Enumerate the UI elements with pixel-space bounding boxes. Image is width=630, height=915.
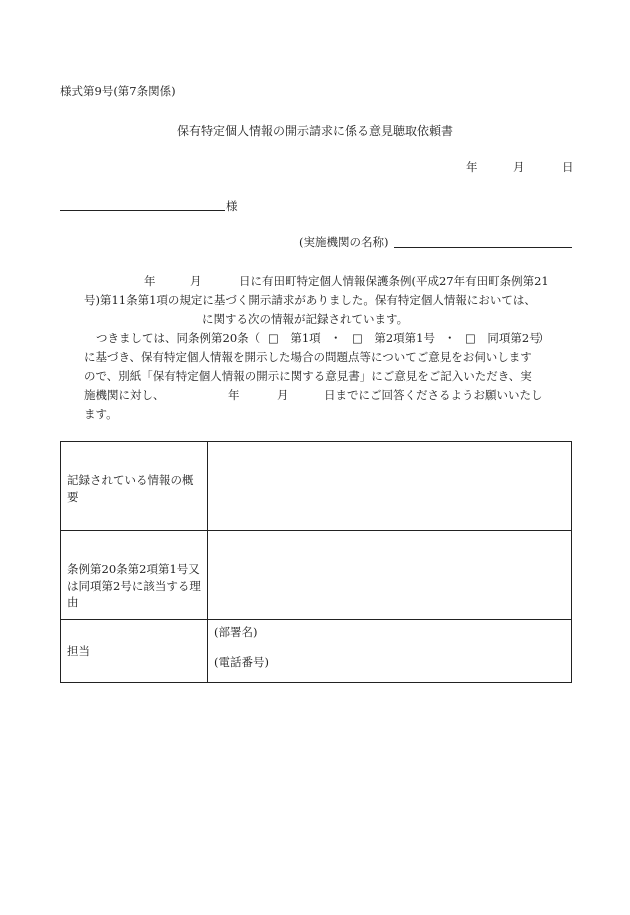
document-title: 保有特定個人情報の開示請求に係る意見聴取依頼書 [176,124,453,138]
addressee-blank-line[interactable] [60,210,225,211]
body-line5: に基づき、保有特定個人情報を開示した場合の問題点等についてご意見をお伺いします [84,350,532,364]
contact-input-cell[interactable] [208,620,572,683]
table-row [61,531,572,620]
reason-input-cell[interactable] [208,531,572,620]
body-line3: に関する次の情報が記録されています。 [202,312,409,326]
form-number: 様式第9号(第7条関係) [60,84,176,98]
option-article-para1[interactable]: □ 第1項 [268,331,321,345]
separator-dot: ・ [330,331,342,345]
body-line7-lead: 施機関に対し、 [84,388,165,402]
addressee-suffix: 様 [226,199,238,213]
body-line7-rest: 日までにご回答くださるようお願いいたし [324,388,543,402]
department-label: (部署名) [214,625,258,639]
summary-input-cell[interactable] [208,442,572,531]
body-line7-year: 年 [228,388,240,402]
date-year-label: 年 [466,160,478,174]
body-line1: 日に有田町特定個人情報保護条例(平成27年有田町条例第21 [239,274,549,288]
body-line4-close: ） [538,331,550,345]
separator-dot: ・ [444,331,456,345]
body-line8: ます。 [84,407,118,421]
agency-name-label: (実施機関の名称) [299,235,389,249]
row-label-reason: 条例第20条第2項第1号又は同項第2号に該当する理由 [61,531,208,620]
body-line6: ので、別紙「保有特定個人情報の開示に関する意見書」にご意見をご記入いただき、実 [84,369,532,383]
info-table [60,441,572,683]
body-year: 年 [144,274,156,288]
date-month-label: 月 [513,160,525,174]
body-line7-month: 月 [277,388,289,402]
body-line4-lead: つきましては、同条例第20条（ [96,331,261,345]
body-month: 月 [190,274,202,288]
option-para2-item1[interactable]: □ 第2項第1号 [352,331,435,345]
row-label-contact: 担当 [61,620,208,683]
table-row [61,620,572,683]
table-row [61,442,572,531]
agency-name-blank-line[interactable] [394,247,572,248]
phone-label: (電話番号) [214,655,269,669]
option-para2-item2[interactable]: □ 同項第2号 [465,331,541,345]
body-line2: 号)第11条第1項の規定に基づく開示請求がありました。保有特定個人情報においては、 [84,293,536,307]
date-day-label: 日 [562,160,574,174]
row-label-summary: 記録されている情報の概要 [61,442,208,531]
